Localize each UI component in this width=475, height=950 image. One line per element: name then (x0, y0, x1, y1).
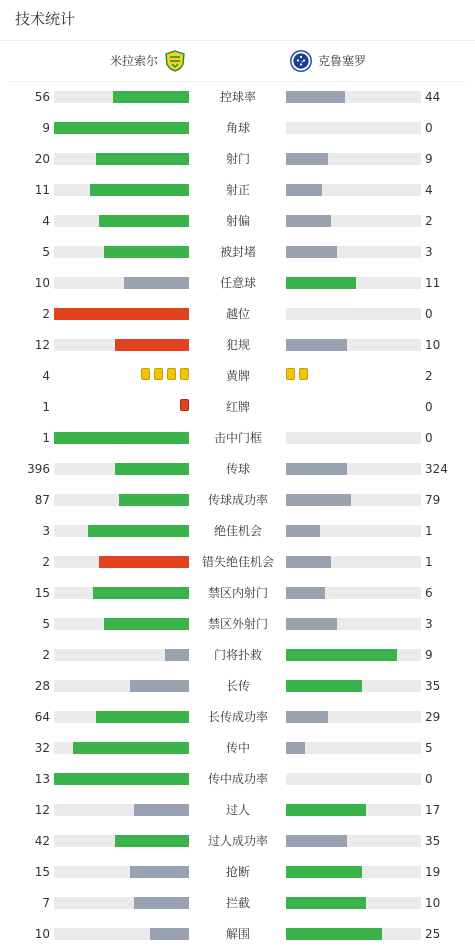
away-stat-value: 4 (425, 183, 433, 197)
away-bar-fill (286, 711, 328, 723)
away-bar-track (286, 711, 421, 723)
home-bar-fill (54, 122, 189, 134)
home-bar-fill (104, 246, 189, 258)
away-cards (286, 368, 308, 382)
mirassol-crest-icon (164, 50, 186, 72)
stat-label: 绝佳机会 (213, 524, 262, 538)
stat-row (0, 299, 475, 330)
stat-row (0, 392, 475, 423)
home-team-name: 米拉索尔 (110, 54, 159, 68)
stat-row (0, 888, 475, 919)
yellow-card-icon (141, 368, 150, 380)
away-bar-fill (286, 680, 362, 692)
home-bar-track (54, 277, 189, 289)
home-bar-fill (54, 432, 189, 444)
yellow-card-icon (154, 368, 163, 380)
stat-row (0, 919, 475, 950)
away-stat-value: 2 (425, 214, 433, 228)
away-bar-fill (286, 928, 382, 940)
away-stat-value: 9 (425, 648, 433, 662)
home-bar-track (54, 649, 189, 661)
home-bar-fill (134, 804, 189, 816)
stat-label: 长传成功率 (207, 710, 268, 724)
home-team-header (110, 48, 186, 74)
stat-row (0, 857, 475, 888)
away-bar-fill (286, 277, 356, 289)
away-bar-fill (286, 742, 305, 754)
stat-label: 击中门框 (213, 431, 262, 445)
away-bar-track (286, 773, 421, 785)
stat-label: 红牌 (225, 400, 250, 414)
red-card-icon (180, 399, 189, 411)
away-bar-fill (286, 618, 337, 630)
home-bar-fill (150, 928, 189, 940)
yellow-card-icon (180, 368, 189, 380)
away-bar-track (286, 277, 421, 289)
stat-label: 传球 (225, 462, 250, 476)
yellow-card-icon (167, 368, 176, 380)
stat-label: 射门 (225, 152, 250, 166)
home-bar-track (54, 773, 189, 785)
home-bar-track (54, 339, 189, 351)
stat-label: 角球 (225, 121, 250, 135)
away-bar-track (286, 649, 421, 661)
stat-row (0, 671, 475, 702)
stat-row (0, 795, 475, 826)
away-bar-fill (286, 463, 347, 475)
home-bar-track (54, 122, 189, 134)
yellow-card-icon (286, 368, 295, 380)
stat-label: 过人 (225, 803, 250, 817)
home-bar-track (54, 711, 189, 723)
away-stat-value: 79 (425, 493, 441, 507)
away-bar-track (286, 215, 421, 227)
home-stat-value: 28 (34, 679, 50, 693)
home-bar-fill (73, 742, 189, 754)
stat-row (0, 454, 475, 485)
stat-label: 门将扑救 (213, 648, 262, 662)
away-stat-value: 0 (425, 431, 433, 445)
away-stat-value: 1 (425, 524, 433, 538)
away-bar-fill (286, 835, 347, 847)
home-bar-track (54, 525, 189, 537)
home-bar-fill (96, 711, 189, 723)
home-stat-value: 42 (34, 834, 50, 848)
home-stat-value: 56 (34, 90, 50, 104)
away-bar-track (286, 122, 421, 134)
home-bar-fill (119, 494, 189, 506)
stat-row (0, 113, 475, 144)
away-stat-value: 19 (425, 865, 441, 879)
away-stat-value: 10 (425, 338, 441, 352)
away-bar-track (286, 153, 421, 165)
stat-row (0, 268, 475, 299)
stat-label: 解围 (225, 927, 250, 941)
home-bar-track (54, 680, 189, 692)
away-bar-track (286, 494, 421, 506)
stat-label: 犯规 (225, 338, 250, 352)
home-stat-value: 7 (42, 896, 50, 910)
away-stat-value: 0 (425, 772, 433, 786)
away-stat-value: 0 (425, 307, 433, 321)
away-bar-track (286, 835, 421, 847)
home-stat-value: 10 (34, 927, 50, 941)
home-bar-fill (93, 587, 189, 599)
home-stat-value: 13 (34, 772, 50, 786)
home-stat-value: 2 (42, 648, 50, 662)
stat-label: 黄牌 (225, 369, 250, 383)
away-stat-value: 0 (425, 121, 433, 135)
away-bar-fill (286, 246, 337, 258)
home-bar-track (54, 928, 189, 940)
home-bar-track (54, 91, 189, 103)
stat-label: 禁区外射门 (207, 617, 268, 631)
away-stat-value: 2 (425, 369, 433, 383)
away-bar-track (286, 556, 421, 568)
stat-label: 错失绝佳机会 (201, 555, 274, 569)
home-bar-fill (134, 897, 189, 909)
stat-label: 拦截 (225, 896, 250, 910)
away-bar-fill (286, 804, 366, 816)
home-bar-track (54, 308, 189, 320)
home-bar-track (54, 246, 189, 258)
away-bar-track (286, 680, 421, 692)
away-bar-track (286, 866, 421, 878)
stat-label: 传球成功率 (207, 493, 268, 507)
home-stat-value: 12 (34, 338, 50, 352)
stat-row (0, 826, 475, 857)
away-bar-track (286, 91, 421, 103)
stat-row (0, 206, 475, 237)
stat-label: 禁区内射门 (207, 586, 268, 600)
stat-row (0, 423, 475, 454)
home-bar-fill (90, 184, 189, 196)
away-bar-fill (286, 91, 345, 103)
home-bar-fill (104, 618, 189, 630)
away-bar-fill (286, 184, 322, 196)
away-bar-track (286, 742, 421, 754)
away-bar-fill (286, 339, 347, 351)
stats-table (0, 82, 475, 950)
home-bar-fill (130, 680, 189, 692)
stat-label: 任意球 (219, 276, 256, 290)
away-stat-value: 10 (425, 896, 441, 910)
away-bar-track (286, 246, 421, 258)
away-stat-value: 3 (425, 245, 433, 259)
stat-row (0, 547, 475, 578)
away-bar-track (286, 339, 421, 351)
home-stat-value: 87 (34, 493, 50, 507)
home-stat-value: 5 (42, 617, 50, 631)
away-stat-value: 35 (425, 679, 441, 693)
stat-row (0, 485, 475, 516)
away-stat-value: 17 (425, 803, 441, 817)
away-bar-fill (286, 153, 328, 165)
home-stat-value: 15 (34, 865, 50, 879)
home-stat-value: 4 (42, 369, 50, 383)
stat-label: 长传 (225, 679, 250, 693)
home-stat-value: 11 (34, 183, 50, 197)
stat-row (0, 640, 475, 671)
home-bar-track (54, 153, 189, 165)
stat-label: 射正 (225, 183, 250, 197)
away-team-header (290, 48, 366, 74)
home-stat-value: 2 (42, 555, 50, 569)
away-stat-value: 0 (425, 400, 433, 414)
stat-row (0, 578, 475, 609)
home-bar-fill (124, 277, 189, 289)
home-bar-track (54, 866, 189, 878)
home-bar-fill (130, 866, 189, 878)
home-stat-value: 12 (34, 803, 50, 817)
home-bar-track (54, 494, 189, 506)
home-bar-track (54, 184, 189, 196)
stat-row (0, 361, 475, 392)
away-bar-fill (286, 866, 362, 878)
home-bar-fill (54, 308, 189, 320)
home-stat-value: 396 (27, 462, 50, 476)
away-stat-value: 5 (425, 741, 433, 755)
away-bar-track (286, 618, 421, 630)
away-bar-fill (286, 587, 325, 599)
away-bar-track (286, 308, 421, 320)
away-stat-value: 6 (425, 586, 433, 600)
away-bar-fill (286, 525, 320, 537)
home-bar-track (54, 618, 189, 630)
home-bar-fill (115, 463, 189, 475)
away-stat-value: 35 (425, 834, 441, 848)
stat-row (0, 516, 475, 547)
home-bar-fill (99, 556, 189, 568)
away-bar-track (286, 432, 421, 444)
stat-label: 抢断 (225, 865, 250, 879)
home-bar-fill (113, 91, 189, 103)
away-bar-track (286, 804, 421, 816)
home-bar-fill (96, 153, 189, 165)
stat-label: 被封堵 (219, 245, 256, 259)
stat-row (0, 82, 475, 113)
stat-label: 射偏 (225, 214, 250, 228)
home-stat-value: 9 (42, 121, 50, 135)
home-stat-value: 1 (42, 431, 50, 445)
cruzeiro-crest-icon (290, 50, 312, 72)
stat-row (0, 702, 475, 733)
stat-label: 过人成功率 (207, 834, 268, 848)
home-bar-track (54, 432, 189, 444)
stat-row (0, 609, 475, 640)
stat-label: 越位 (225, 307, 250, 321)
away-stat-value: 9 (425, 152, 433, 166)
title-divider (0, 40, 475, 41)
away-bar-track (286, 897, 421, 909)
home-stat-value: 3 (42, 524, 50, 538)
away-stat-value: 1 (425, 555, 433, 569)
away-bar-track (286, 463, 421, 475)
home-stat-value: 10 (34, 276, 50, 290)
home-bar-track (54, 742, 189, 754)
away-bar-track (286, 587, 421, 599)
away-bar-track (286, 525, 421, 537)
yellow-card-icon (299, 368, 308, 380)
home-stat-value: 1 (42, 400, 50, 414)
home-cards (180, 399, 189, 413)
stat-row (0, 237, 475, 268)
home-bar-fill (88, 525, 189, 537)
home-stat-value: 2 (42, 307, 50, 321)
home-bar-fill (99, 215, 189, 227)
home-bar-track (54, 897, 189, 909)
stat-label: 传中成功率 (207, 772, 268, 786)
away-stat-value: 324 (425, 462, 448, 476)
away-stat-value: 11 (425, 276, 441, 290)
away-stat-value: 3 (425, 617, 433, 631)
home-bar-track (54, 835, 189, 847)
stat-row (0, 144, 475, 175)
home-bar-track (54, 215, 189, 227)
away-bar-fill (286, 494, 351, 506)
away-bar-fill (286, 897, 366, 909)
home-bar-track (54, 463, 189, 475)
stat-row (0, 330, 475, 361)
home-stat-value: 4 (42, 214, 50, 228)
stat-row (0, 764, 475, 795)
home-bar-fill (54, 773, 189, 785)
home-stat-value: 32 (34, 741, 50, 755)
home-stat-value: 5 (42, 245, 50, 259)
stat-label: 传中 (225, 741, 250, 755)
stat-row (0, 175, 475, 206)
stat-label: 控球率 (219, 90, 256, 104)
away-team-name: 克鲁塞罗 (318, 54, 367, 68)
home-cards (141, 368, 189, 382)
page-title: 技术统计 (15, 10, 76, 28)
away-stat-value: 44 (425, 90, 441, 104)
away-stat-value: 25 (425, 927, 441, 941)
home-stat-value: 15 (34, 586, 50, 600)
away-bar-fill (286, 556, 331, 568)
home-stat-value: 20 (34, 152, 50, 166)
away-bar-track (286, 928, 421, 940)
home-bar-fill (115, 835, 189, 847)
away-bar-track (286, 184, 421, 196)
away-bar-fill (286, 649, 397, 661)
away-stat-value: 29 (425, 710, 441, 724)
stat-row (0, 733, 475, 764)
home-stat-value: 64 (34, 710, 50, 724)
away-bar-fill (286, 215, 331, 227)
home-bar-fill (115, 339, 189, 351)
home-bar-track (54, 804, 189, 816)
home-bar-track (54, 556, 189, 568)
home-bar-fill (165, 649, 189, 661)
home-bar-track (54, 587, 189, 599)
